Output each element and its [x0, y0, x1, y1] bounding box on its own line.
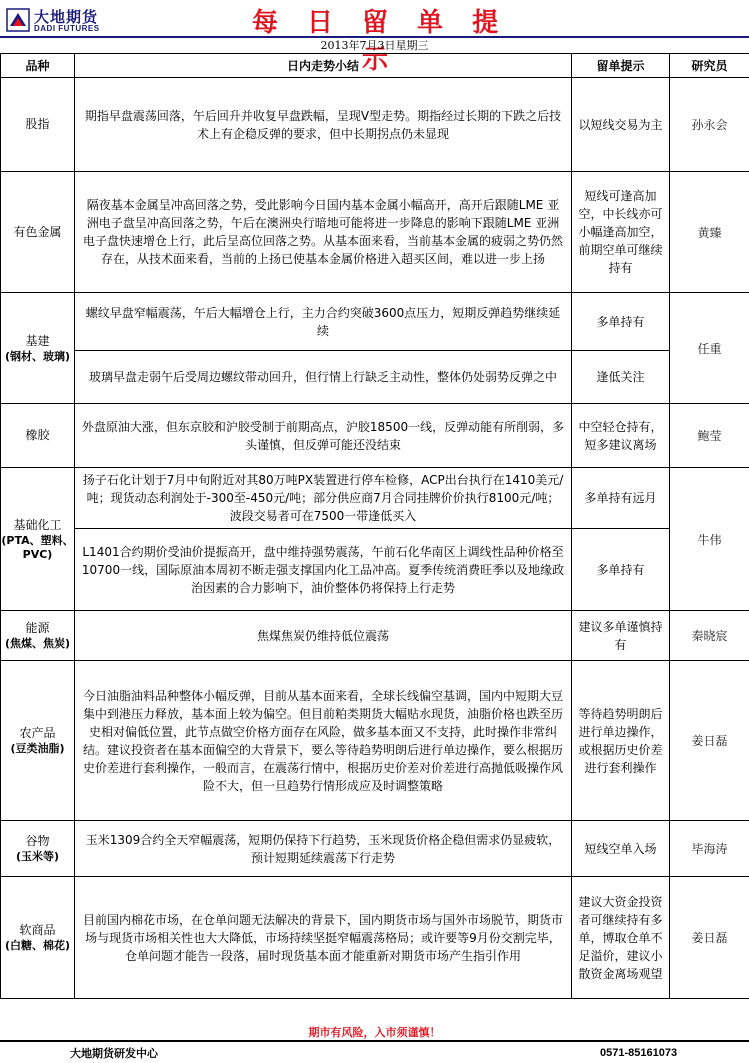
summary-cell: L1401合约期价受油价提振高开，盘中维持强势震荡，午前石化华南区上调线性品种价格至10700一线，国际原油本周初不断走强支撑国内化工品冲高。夏季传统消费旺季以及地缘政治因素的合力影响下，油价整体仍将保持上行走势 [75, 529, 572, 611]
tip-cell: 短线空单入场 [572, 821, 670, 877]
category-name: 基建 [25, 333, 50, 348]
category-subtitle: (钢材、玻璃) [4, 349, 71, 363]
researcher-cell: 鲍莹 [670, 404, 749, 468]
risk-warning: 期市有风险，入市须谨慎！ [0, 1024, 749, 1042]
summary-cell: 期指早盘震荡回落，午后回升并收复早盘跌幅，呈现V型走势。期指经过长期的下跌之后技术上有企稳反弹的要求，但中长期拐点仍未显现 [75, 78, 572, 172]
tip-cell: 建议大资金投资者可继续持有多单，博取仓单不足溢价，建议小散资金离场观望 [572, 877, 670, 999]
footer-org: 大地期货研发中心 [70, 1047, 158, 1060]
category-cell [1, 877, 75, 999]
col-header-category: 品种 [1, 54, 75, 78]
category-name: 股指 [25, 117, 50, 131]
summary-cell: 玉米1309合约全天窄幅震荡，短期仍保持下行趋势，玉米现货价格企稳但需求仍显疲软，预计短期延续震荡下行走势 [75, 821, 572, 877]
category-cell [1, 404, 75, 468]
footer-phone: 0571-85161073 [600, 1047, 678, 1059]
category-subtitle: (豆类油脂) [10, 742, 65, 755]
category-subtitle: (白糖、棉花) [4, 939, 71, 952]
researcher-cell: 牛伟 [670, 468, 749, 611]
category-name: 有色金属 [13, 224, 62, 239]
summary-cell: 今日油脂油料品种整体小幅反弹，目前从基本面来看，全球长线偏空基调，国内中短期大豆集中到港压力释放，基本面上较为偏空。但目前粕类期货大幅贴水现货，油脂价格也跌至历史相对偏低位置，此节点做空价格方面存在风险，做多基本面又不支持，此时操作非常纠结。建议投资者在基本面偏空的大背景下，要么等待趋势明朗后进行单边操作，要么根据历史价差进行套利操作，一般而言，在震荡行情中，根据历史价差对价差进行高抛低吸操作风险不大，但一旦趋势行情形成应及时调整策略 [75, 661, 572, 821]
researcher-cell: 毕海涛 [670, 821, 749, 877]
table-row [1, 821, 749, 877]
researcher-cell: 孙永会 [670, 78, 749, 172]
logo-text-en: DADI FUTURES [34, 24, 100, 33]
category-name: 橡胶 [25, 428, 50, 442]
category-cell [1, 611, 75, 661]
researcher-cell: 秦晓宸 [670, 611, 749, 661]
researcher-cell: 任重 [670, 293, 749, 404]
category-name: 农产品 [19, 726, 56, 740]
category-cell [1, 821, 75, 877]
tip-cell: 多单持有 [572, 293, 670, 351]
tip-cell: 逢低关注 [572, 351, 670, 404]
tip-cell: 等待趋势明朗后进行单边操作，或根据历史价差进行套利操作 [572, 661, 670, 821]
researcher-cell: 姜日磊 [670, 661, 749, 821]
company-logo [4, 6, 124, 36]
category-subtitle: (PTA、塑料、PVC) [1, 533, 74, 561]
tip-cell: 多单持有 [572, 529, 670, 611]
page-footer [0, 1044, 749, 1063]
category-name: 谷物 [25, 834, 50, 848]
table-row [1, 611, 749, 661]
table-row [1, 78, 749, 172]
category-name: 基础化工 [13, 517, 62, 532]
page-title: 每 日 留 单 提 示 [251, 8, 509, 75]
category-cell [1, 172, 75, 293]
dadi-logo-icon [6, 8, 30, 32]
tip-cell: 中空轻仓持有，短多建议离场 [572, 404, 670, 468]
summary-cell: 隔夜基本金属呈冲高回落之势，受此影响今日国内基本金属小幅高开，高开后跟随LME 亚洲电子盘呈冲高回落之势，午后在澳洲央行暗地可能将进一步降息的影响下跟随LME 亚洲电子盘快速增仓上行，此后呈高位回落之势。从基本面来看，当前基本金属的疲弱之势仍然存在，从技术面来看，当前的上扬已使基本金属价格进入超买区间，难以进一步上扬 [75, 172, 572, 293]
summary-cell: 外盘原油大涨，但东京胶和沪胶受制于前期高点，沪胶18500一线，反弹动能有所削弱，多头谨慎，但反弹可能还没结束 [75, 404, 572, 468]
category-cell [1, 468, 75, 611]
researcher-cell: 姜日磊 [670, 877, 749, 999]
table-header-row [1, 54, 749, 78]
table-row [1, 293, 749, 351]
summary-cell: 螺纹早盘窄幅震荡，午后大幅增仓上行，主力合约突破3600点压力，短期反弹趋势继续延续 [75, 293, 572, 351]
col-header-researcher: 研究员 [670, 54, 749, 78]
summary-cell: 扬子石化计划于7月中旬附近对其80万吨PX装置进行停车检修，ACP出台执行在1410美元/吨；现货动态利润处于-300至-450元/吨；部分供应商7月合同挂牌价价执行8100元/吨；波段交易者可在7500一带逢低买入 [75, 468, 572, 529]
tip-cell: 以短线交易为主 [572, 78, 670, 172]
category-subtitle: (玉米等) [15, 850, 60, 863]
category-name: 软商品 [19, 923, 56, 937]
report-table [0, 53, 749, 999]
tip-cell: 多单持有远月 [572, 468, 670, 529]
category-cell [1, 78, 75, 172]
table-row [1, 172, 749, 293]
table-row [1, 529, 749, 611]
tip-cell: 建议多单谨慎持有 [572, 611, 670, 661]
table-row [1, 404, 749, 468]
category-cell [1, 293, 75, 404]
category-name: 能源 [25, 621, 50, 635]
researcher-cell: 黄臻 [670, 172, 749, 293]
table-row [1, 661, 749, 821]
summary-cell: 玻璃早盘走弱午后受周边螺纹带动回升，但行情上行缺乏主动性，整体仍处弱势反弹之中 [75, 351, 572, 404]
table-row [1, 351, 749, 404]
summary-cell: 焦煤焦炭仍维持低位震荡 [75, 611, 572, 661]
col-header-tip: 留单提示 [572, 54, 670, 78]
tip-cell: 短线可逢高加空，中长线亦可小幅逢高加空，前期空单可继续持有 [572, 172, 670, 293]
summary-cell: 目前国内棉花市场，在仓单问题无法解决的背景下，国内期货市场与国外市场脱节，期货市场与现货市场相关性也大大降低，市场持续坚挺窄幅震荡格局；或许要等9月份交割完毕，仓单问题才能告一段落，届时现货基本面才能重新对期货市场产生指引作用 [75, 877, 572, 999]
category-cell [1, 661, 75, 821]
col-header-summary: 日内走势小结 [75, 54, 572, 78]
category-subtitle: (焦煤、焦炭) [4, 637, 71, 650]
table-row [1, 877, 749, 999]
logo-text-cn: 大地期货 [34, 8, 99, 26]
table-row [1, 468, 749, 529]
report-date: 2013年7月3日星期三 [320, 39, 429, 52]
